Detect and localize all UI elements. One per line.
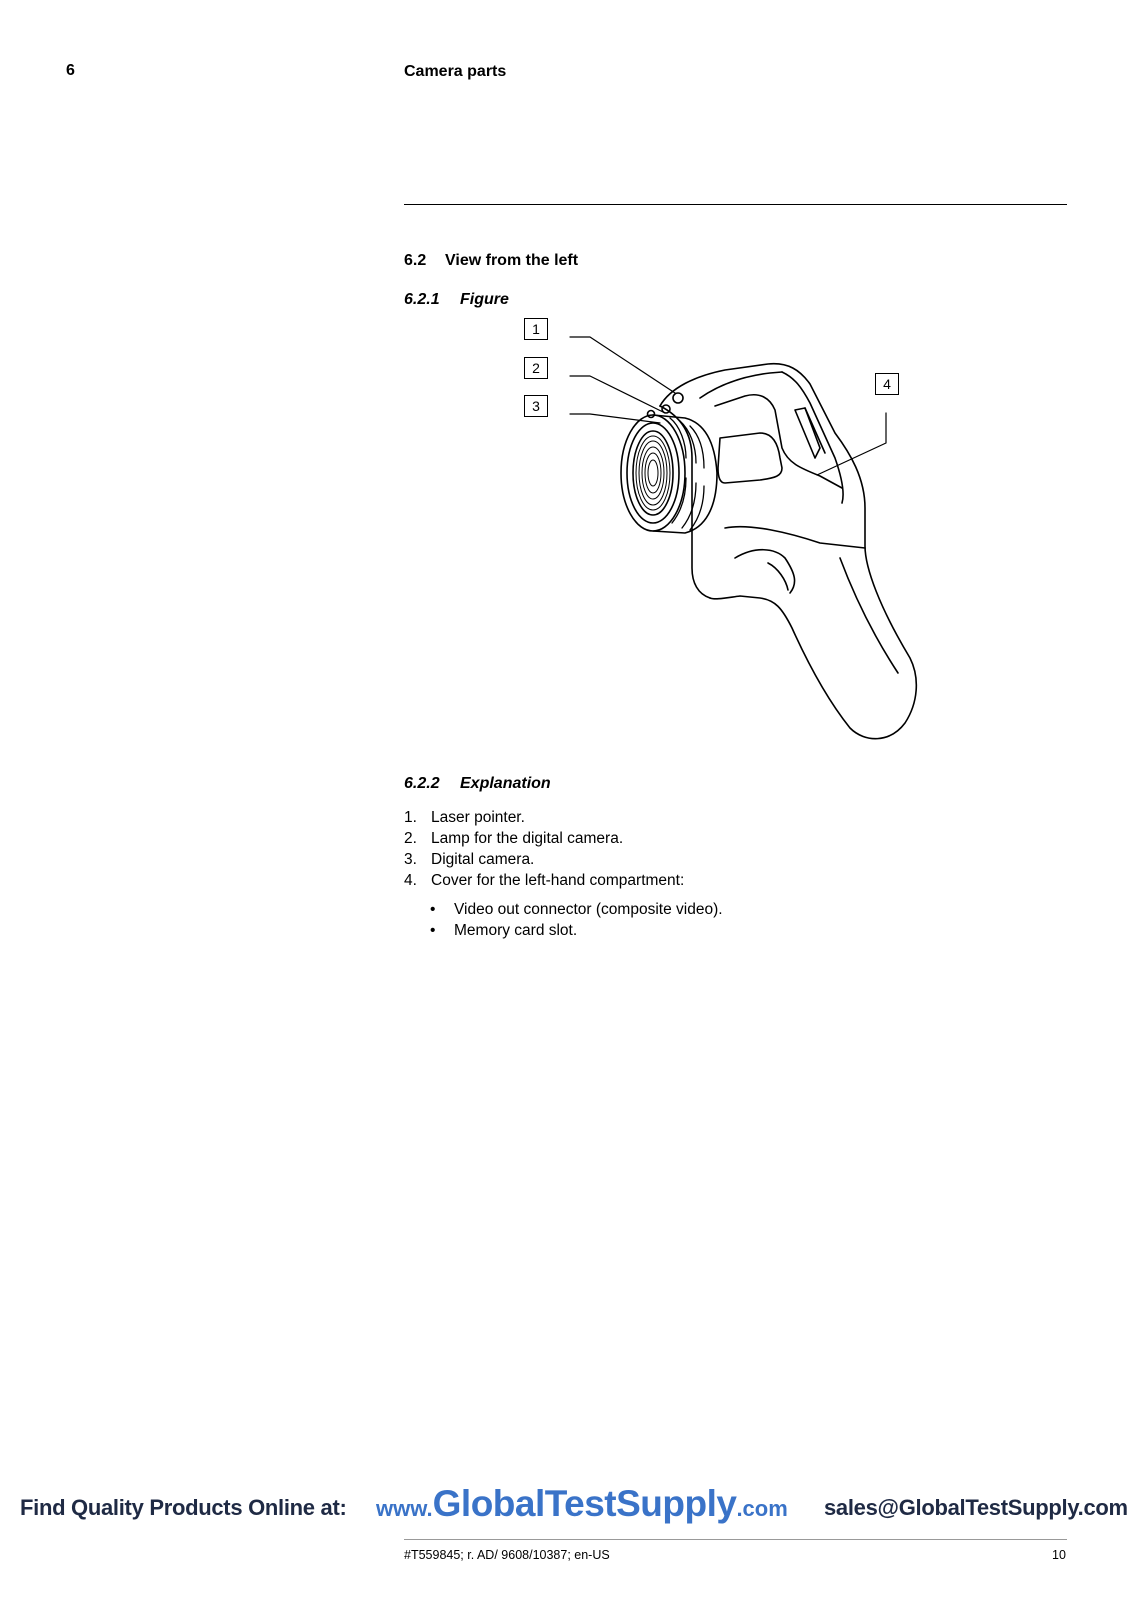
list-item bbox=[404, 870, 684, 891]
list-item-number: 2. bbox=[404, 830, 417, 847]
list-item-text: Digital camera. bbox=[431, 851, 535, 868]
callout-4: 4 bbox=[875, 373, 899, 395]
callout-2: 2 bbox=[524, 357, 548, 379]
bullet-text: Video out connector (composite video). bbox=[454, 901, 723, 918]
list-item bbox=[404, 828, 684, 849]
callout-3: 3 bbox=[524, 395, 548, 417]
list-item-text: Lamp for the digital camera. bbox=[431, 830, 624, 847]
list-item-text: Laser pointer. bbox=[431, 809, 525, 826]
section-heading bbox=[404, 252, 578, 270]
footer-document-id: #T559845; r. AD/ 9608/10387; en-US bbox=[404, 1548, 610, 1562]
bullet-text: Memory card slot. bbox=[454, 922, 578, 939]
footer-email-link[interactable]: sales@GlobalTestSupply.com bbox=[824, 1495, 1128, 1520]
figure-heading-number: 6.2.1 bbox=[404, 291, 440, 308]
list-item bbox=[404, 807, 684, 828]
bullet-item bbox=[430, 920, 723, 941]
list-item-number: 3. bbox=[404, 851, 417, 868]
bullet-icon: • bbox=[430, 901, 436, 918]
footer-url-main: GlobalTestSupply bbox=[432, 1483, 737, 1524]
explanation-heading-title: Explanation bbox=[460, 775, 551, 792]
figure-heading-title: Figure bbox=[460, 291, 509, 308]
section-number: 6.2 bbox=[404, 252, 427, 269]
bullet-item bbox=[430, 899, 723, 920]
list-item-text: Cover for the left-hand compartment: bbox=[431, 872, 685, 889]
list-item-number: 1. bbox=[404, 809, 417, 826]
chapter-title: Camera parts bbox=[404, 63, 507, 80]
footer-find-text: Find Quality Products Online at: bbox=[20, 1495, 347, 1520]
explanation-heading bbox=[404, 775, 551, 793]
explanation-list bbox=[404, 807, 684, 891]
footer-website-link[interactable] bbox=[376, 1483, 788, 1525]
footer-url-suffix: .com bbox=[736, 1496, 788, 1521]
header-divider bbox=[404, 204, 1067, 205]
section-title: View from the left bbox=[445, 252, 579, 269]
list-item bbox=[404, 849, 684, 870]
explanation-heading-number: 6.2.2 bbox=[404, 775, 440, 792]
page-number: 10 bbox=[1052, 1548, 1066, 1562]
chapter-number: 6 bbox=[66, 62, 75, 79]
figure-heading bbox=[404, 291, 509, 309]
callout-leaders bbox=[570, 337, 886, 475]
list-item-number: 4. bbox=[404, 872, 417, 889]
bullet-icon: • bbox=[430, 922, 436, 939]
footer-divider bbox=[404, 1539, 1067, 1540]
callout-1: 1 bbox=[524, 318, 548, 340]
compartment-bullet-list bbox=[430, 899, 723, 941]
camera-left-view-figure bbox=[520, 318, 940, 758]
footer-url-prefix: www. bbox=[376, 1496, 433, 1521]
